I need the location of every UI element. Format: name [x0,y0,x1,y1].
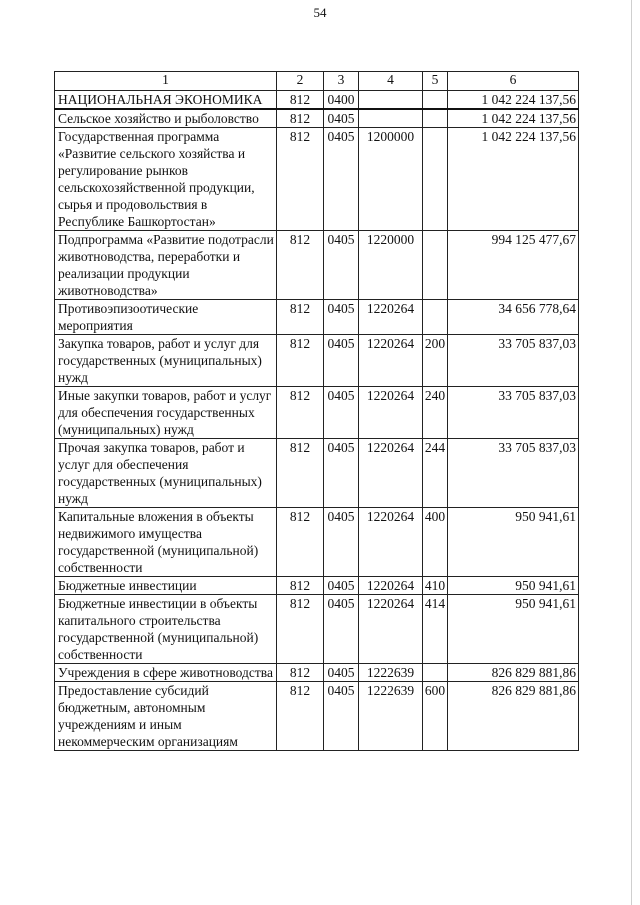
row-section-code: 0405 [324,508,359,577]
column-header: 1 [55,72,277,91]
row-amount: 826 829 881,86 [448,682,579,751]
column-header: 4 [359,72,423,91]
row-section-code: 0405 [324,664,359,682]
row-target-code: 1220264 [359,439,423,508]
table-row [55,508,579,577]
row-expense-type [423,109,448,128]
column-header: 6 [448,72,579,91]
row-ministry-code: 812 [277,231,324,300]
scan-edge-line [631,0,632,905]
table-row [55,439,579,508]
table-row [55,335,579,387]
row-expense-type: 410 [423,577,448,595]
row-section-code: 0405 [324,335,359,387]
budget-table [54,71,579,751]
row-amount: 994 125 477,67 [448,231,579,300]
table-row [55,109,579,128]
row-section-code: 0400 [324,91,359,110]
row-expense-type: 200 [423,335,448,387]
table-row [55,595,579,664]
row-section-code: 0405 [324,128,359,231]
row-ministry-code: 812 [277,682,324,751]
table-body [55,91,579,751]
row-amount: 34 656 778,64 [448,300,579,335]
row-section-code: 0405 [324,577,359,595]
row-section-code: 0405 [324,595,359,664]
row-section-code: 0405 [324,682,359,751]
row-ministry-code: 812 [277,300,324,335]
row-amount: 1 042 224 137,56 [448,91,579,110]
row-target-code: 1220264 [359,300,423,335]
row-target-code: 1222639 [359,664,423,682]
row-expense-type: 244 [423,439,448,508]
row-description: Подпрограмма «Развитие подотрасли животноводства, переработки и реализации продукции животноводства» [55,231,277,300]
page-number: 54 [313,5,327,20]
row-amount: 826 829 881,86 [448,664,579,682]
row-target-code [359,91,423,110]
table-row [55,577,579,595]
row-amount: 33 705 837,03 [448,387,579,439]
row-section-code: 0405 [324,439,359,508]
table-header-row [55,72,579,91]
row-ministry-code: 812 [277,439,324,508]
row-ministry-code: 812 [277,109,324,128]
row-ministry-code: 812 [277,664,324,682]
row-ministry-code: 812 [277,595,324,664]
row-section-code: 0405 [324,300,359,335]
row-description: Бюджетные инвестиции в объекты капитального строительства государственной (муниципальной) собственности [55,595,277,664]
row-expense-type [423,231,448,300]
row-target-code: 1200000 [359,128,423,231]
row-description: Прочая закупка товаров, работ и услуг для обеспечения государственных (муниципальных) нужд [55,439,277,508]
row-description: Государственная программа «Развитие сельского хозяйства и регулирование рынков сельскохозяйственной продукции, сырья и продовольствия в Республике Башкортостан» [55,128,277,231]
row-expense-type: 240 [423,387,448,439]
row-ministry-code: 812 [277,387,324,439]
row-ministry-code: 812 [277,335,324,387]
row-description: Капитальные вложения в объекты недвижимого имущества государственной (муниципальной) собственности [55,508,277,577]
table-row [55,128,579,231]
row-ministry-code: 812 [277,128,324,231]
row-amount: 950 941,61 [448,508,579,577]
row-description: Иные закупки товаров, работ и услуг для обеспечения государственных (муниципальных) нужд [55,387,277,439]
column-header: 2 [277,72,324,91]
row-amount: 33 705 837,03 [448,439,579,508]
table-row [55,91,579,110]
row-amount: 950 941,61 [448,577,579,595]
row-description: Закупка товаров, работ и услуг для государственных (муниципальных) нужд [55,335,277,387]
row-target-code [359,109,423,128]
row-expense-type: 414 [423,595,448,664]
row-description: Учреждения в сфере животноводства [55,664,277,682]
row-description: Сельское хозяйство и рыболовство [55,109,277,128]
row-ministry-code: 812 [277,91,324,110]
row-target-code: 1220264 [359,577,423,595]
column-header: 3 [324,72,359,91]
row-ministry-code: 812 [277,577,324,595]
row-target-code: 1220264 [359,387,423,439]
row-amount: 1 042 224 137,56 [448,128,579,231]
row-section-code: 0405 [324,109,359,128]
row-expense-type [423,91,448,110]
row-target-code: 1220264 [359,335,423,387]
row-ministry-code: 812 [277,508,324,577]
table-row [55,387,579,439]
row-section-code: 0405 [324,231,359,300]
row-target-code: 1220264 [359,508,423,577]
table-row [55,300,579,335]
row-description: Противоэпизоотические мероприятия [55,300,277,335]
row-expense-type [423,128,448,231]
row-section-code: 0405 [324,387,359,439]
table-row [55,682,579,751]
row-description: НАЦИОНАЛЬНАЯ ЭКОНОМИКА [55,91,277,110]
table-row [55,664,579,682]
row-amount: 33 705 837,03 [448,335,579,387]
column-header: 5 [423,72,448,91]
row-target-code: 1220000 [359,231,423,300]
row-expense-type: 400 [423,508,448,577]
row-expense-type [423,664,448,682]
row-description: Предоставление субсидий бюджетным, автономным учреждениям и иным некоммерческим организациям [55,682,277,751]
row-target-code: 1220264 [359,595,423,664]
row-amount: 1 042 224 137,56 [448,109,579,128]
row-expense-type: 600 [423,682,448,751]
row-description: Бюджетные инвестиции [55,577,277,595]
table-row [55,231,579,300]
row-expense-type [423,300,448,335]
row-amount: 950 941,61 [448,595,579,664]
row-target-code: 1222639 [359,682,423,751]
